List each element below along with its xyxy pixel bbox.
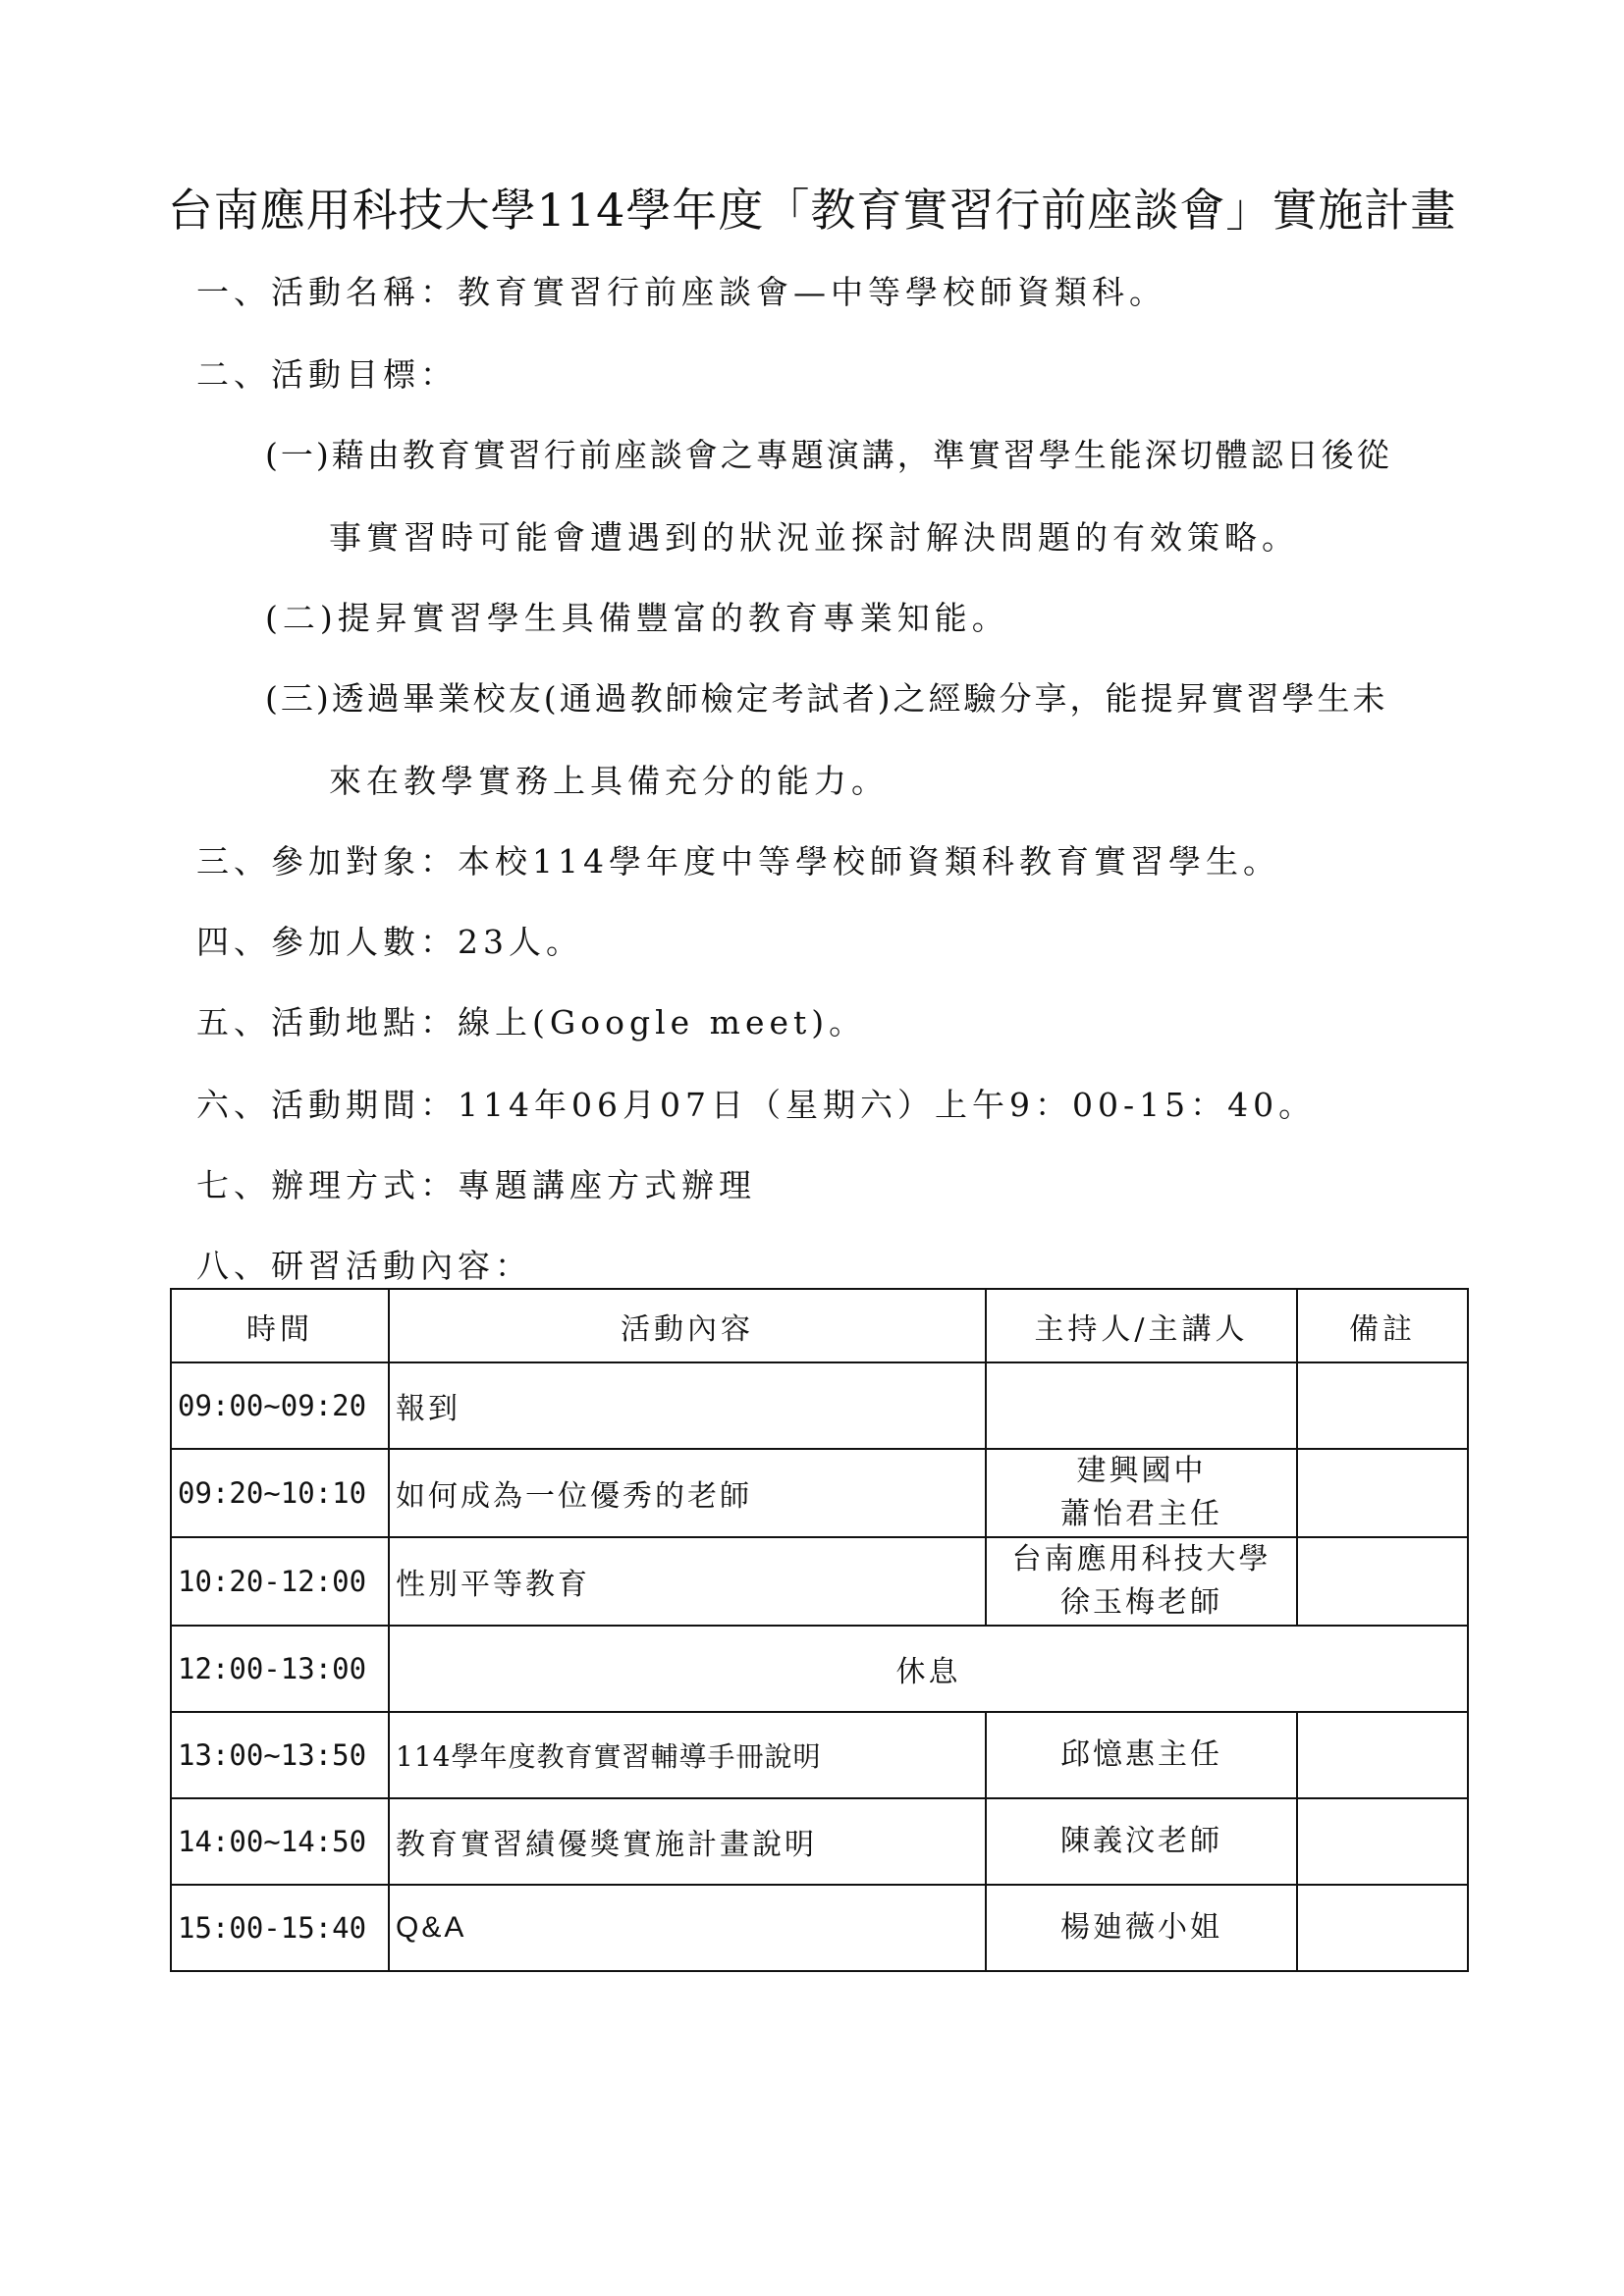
- row-note: [1297, 1362, 1468, 1449]
- item-participants: 三、參加對象：本校114學年度中等學校師資類科教育實習學生。: [196, 842, 1280, 881]
- row-activity: 性別平等教育: [389, 1537, 986, 1626]
- table-row: [171, 1362, 1468, 1449]
- goal-2: (二)提昇實習學生具備豐富的教育專業知能。: [265, 599, 1009, 637]
- row-break: 休息: [389, 1626, 1468, 1712]
- row-note: [1297, 1798, 1468, 1885]
- header-host: 主持人/主講人: [986, 1289, 1297, 1362]
- host-affiliation: 建興國中: [1076, 1454, 1207, 1488]
- table-header-row: [171, 1289, 1468, 1362]
- item-schedule-heading: 八、研習活動內容：: [196, 1247, 532, 1285]
- document-title: 台南應用科技大學114學年度「教育實習行前座談會」實施計畫: [167, 184, 1457, 237]
- table-row: [171, 1712, 1468, 1798]
- table-row: [171, 1798, 1468, 1885]
- item-period: 六、活動期間：114年06月07日（星期六）上午9：00-15：40。: [196, 1086, 1317, 1124]
- row-host: [986, 1362, 1297, 1449]
- schedule-table: [170, 1288, 1469, 1972]
- row-time: 14:00~14:50: [171, 1798, 389, 1885]
- header-activity: 活動內容: [389, 1289, 986, 1362]
- table-row: [171, 1885, 1468, 1971]
- row-note: [1297, 1537, 1468, 1626]
- row-activity: 114學年度教育實習輔導手冊說明: [389, 1712, 986, 1798]
- item-activity-goals: 二、活動目標：: [196, 355, 458, 394]
- row-activity: 報到: [389, 1362, 986, 1449]
- row-host: [986, 1537, 1297, 1626]
- row-time: 09:20~10:10: [171, 1449, 389, 1537]
- row-host: 楊廸薇小姐: [986, 1885, 1297, 1971]
- row-time: 10:20-12:00: [171, 1537, 389, 1626]
- header-time: 時間: [171, 1289, 389, 1362]
- table-row: [171, 1626, 1468, 1712]
- goal-1-line-1: (一)藉由教育實習行前座談會之專題演講，準實習學生能深切體認日後從: [265, 436, 1392, 474]
- item-location: 五、活動地點：線上(Google meet)。: [196, 1003, 867, 1041]
- row-host: 陳義汶老師: [986, 1798, 1297, 1885]
- host-name: 蕭怡君主任: [1060, 1497, 1222, 1531]
- header-note: 備註: [1297, 1289, 1468, 1362]
- row-time: 12:00-13:00: [171, 1626, 389, 1712]
- item-participant-count: 四、參加人數：23人。: [196, 923, 583, 961]
- row-activity: 教育實習績優獎實施計畫說明: [389, 1798, 986, 1885]
- row-activity: Q&A: [389, 1885, 986, 1971]
- row-time: 15:00-15:40: [171, 1885, 389, 1971]
- goal-3-line-1: (三)透過畢業校友(通過教師檢定考試者)之經驗分享，能提昇實習學生未: [265, 679, 1388, 718]
- goal-3-line-2: 來在教學實務上具備充分的能力。: [329, 762, 889, 800]
- row-note: [1297, 1449, 1468, 1537]
- host-affiliation: 台南應用科技大學: [1011, 1542, 1272, 1576]
- row-activity: 如何成為一位優秀的老師: [389, 1449, 986, 1537]
- item-activity-name: 一、活動名稱：教育實習行前座談會—中等學校師資類科。: [196, 273, 1166, 311]
- host-name: 徐玉梅老師: [1060, 1585, 1222, 1620]
- table-row: [171, 1449, 1468, 1537]
- row-host: [986, 1449, 1297, 1537]
- row-time: 09:00~09:20: [171, 1362, 389, 1449]
- table-row: [171, 1537, 1468, 1626]
- item-method: 七、辦理方式：專題講座方式辦理: [196, 1166, 756, 1204]
- row-note: [1297, 1712, 1468, 1798]
- row-note: [1297, 1885, 1468, 1971]
- row-host: 邱憶惠主任: [986, 1712, 1297, 1798]
- goal-1-line-2: 事實習時可能會遭遇到的狀況並探討解決問題的有效策略。: [329, 518, 1299, 557]
- row-time: 13:00~13:50: [171, 1712, 389, 1798]
